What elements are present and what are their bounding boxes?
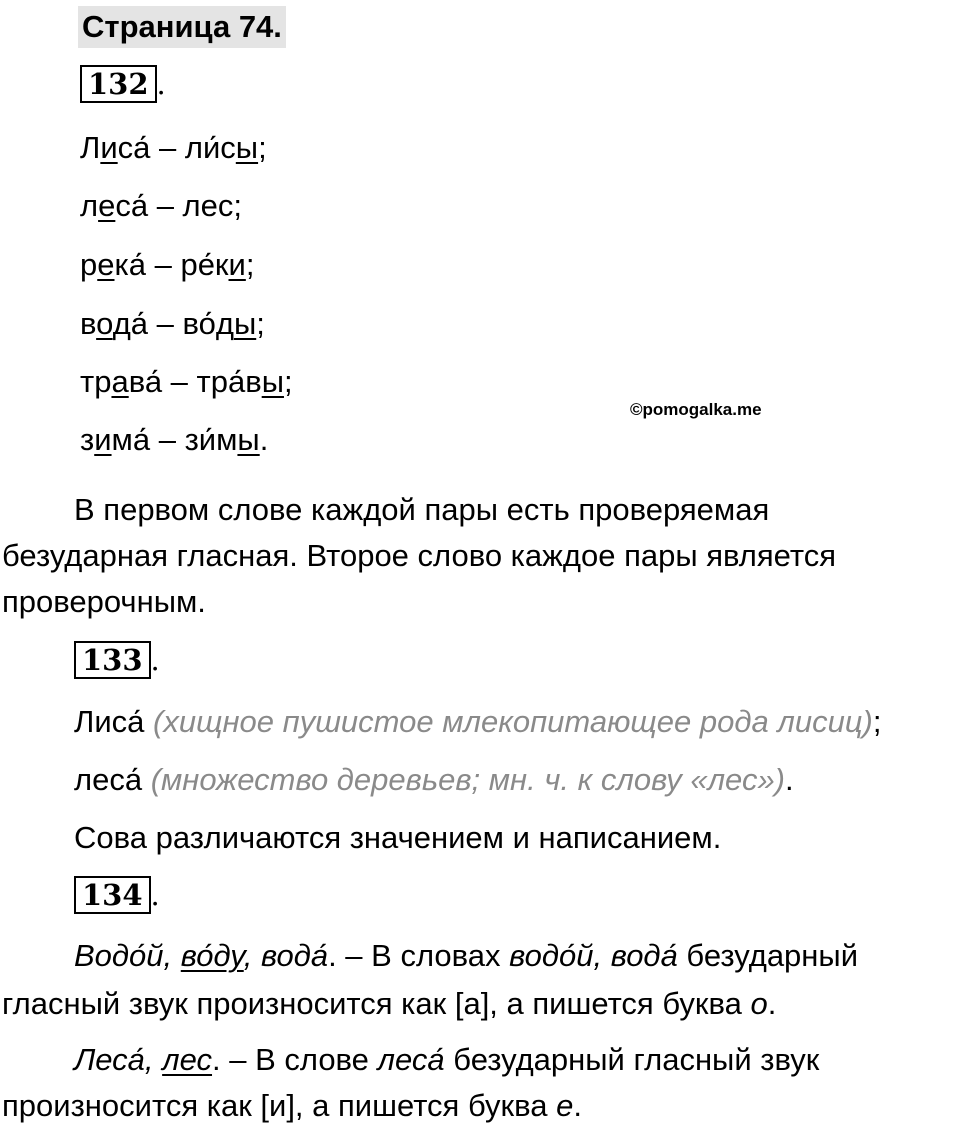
- exercise-133-number: [74, 642, 160, 678]
- word-pair-4: вода́ – во́ды;: [80, 306, 265, 341]
- explanation-line-1: В первом слове каждой пары есть проверяемая: [74, 492, 770, 527]
- word-pair-2: леса́ – лес;: [80, 188, 242, 223]
- word-pair-3: река́ – ре́ки;: [80, 247, 255, 282]
- exercise-number-dot: .: [150, 878, 160, 912]
- exercise-number-dot: .: [150, 643, 160, 677]
- explanation-line-3: проверочным.: [2, 584, 206, 619]
- exercise-number-box: 134: [74, 876, 151, 914]
- paragraph-134-line-2: гласный звук произносится как [а], а пишется буква о.: [2, 986, 777, 1021]
- conclusion-line: Сова различаются значением и написанием.: [74, 820, 722, 855]
- word-pair-6: зима́ – зи́мы.: [80, 422, 269, 457]
- explanation-line-2: безударная гласная. Второе слово каждое пары является: [2, 538, 837, 573]
- paragraph-134-line-1: Водо́й, во́ду, вода́. – В словах водо́й, вода́ безударный: [74, 938, 859, 973]
- exercise-number-box: 133: [74, 641, 151, 679]
- word-pair-1: Лиса́ – ли́сы;: [80, 130, 267, 165]
- watermark: ©pomogalka.me: [630, 400, 762, 419]
- paragraph-134-line-4: произносится как [и], а пишется буква е.: [2, 1088, 582, 1123]
- paragraph-134-line-3: Леса́, лес. – В слове леса́ безударный гласный звук: [74, 1042, 820, 1077]
- definition-line-2: леса́ (множество деревьев; мн. ч. к слову «лес»).: [74, 762, 794, 797]
- exercise-number-box: 132: [80, 65, 157, 103]
- exercise-134-number: [74, 877, 160, 913]
- word-pair-5: трава́ – тра́вы;: [80, 364, 293, 399]
- page-title: Страница 74.: [78, 6, 286, 48]
- exercise-number-dot: .: [156, 67, 166, 101]
- exercise-132-number: [80, 66, 166, 102]
- definition-line-1: Лиса́ (хищное пушистое млекопитающее рода лисиц);: [74, 704, 882, 739]
